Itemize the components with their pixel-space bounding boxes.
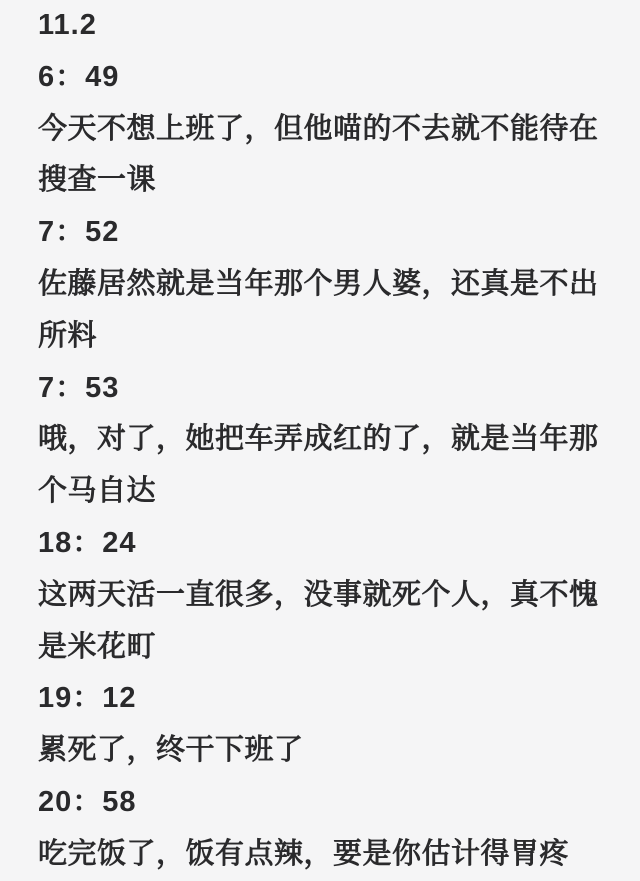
entry-time: 20：58 — [38, 785, 137, 818]
diary-entries — [38, 52, 602, 881]
diary-text-block — [38, 0, 602, 881]
entry-text: 累死了，终干下班了 — [38, 734, 304, 767]
entry-text: 哦，对了，她把车弄成红的了，就是当年那个马自达 — [38, 423, 599, 508]
entry-time: 7：52 — [38, 216, 120, 249]
entry-time: 18：24 — [38, 526, 137, 559]
entry-text: 这两天活一直很多，没事就死个人，真不愧是米花町 — [38, 578, 599, 663]
entry-time: 6：49 — [38, 60, 120, 93]
entry-text: 佐藤居然就是当年那个男人婆，还真是不出所料 — [38, 267, 599, 352]
diary-date: 11.2 — [38, 9, 97, 41]
entry-time: 7：53 — [38, 371, 120, 404]
entry-time: 19：12 — [38, 682, 137, 715]
entry-text: 今天不想上班了，但他喵的不去就不能待在搜查一课 — [38, 112, 599, 197]
entry-text: 吃完饭了，饭有点辣，要是你估计得胃疼 — [38, 837, 570, 870]
